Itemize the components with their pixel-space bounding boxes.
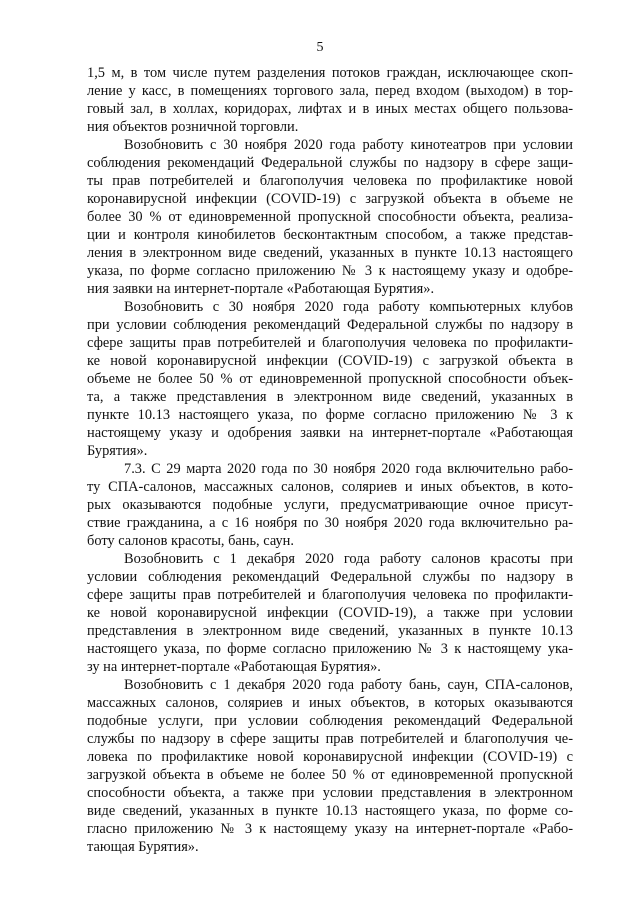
text-line: указа, по форме согласно приложению № 3 к настоящему указу и одобре-	[87, 263, 573, 279]
text-line: боту салонов красоты, бань, саун.	[87, 533, 294, 549]
text-line: настоящему указу и одобрения заявки на интернет-портале «Работающая	[87, 425, 573, 441]
paragraph	[87, 64, 573, 136]
text-line: 1,5 м, в том числе путем разделения потоков граждан, исключающее скоп-	[87, 65, 573, 81]
text-line: загрузкой объекта в объеме не более 50 % от единовременной пропускной	[87, 767, 573, 783]
paragraph	[87, 298, 573, 460]
paragraph	[87, 460, 573, 550]
text-line: Возобновить с 30 ноября 2020 года работу кинотеатров при условии	[124, 137, 573, 153]
text-line: службы по надзору в сфере защиты прав потребителей и благополучия че-	[87, 731, 573, 747]
paragraph	[87, 550, 573, 676]
page-number: 5	[316, 40, 324, 55]
text-line: ту СПА-салонов, массажных салонов, соляриев и иных объектов, в кото-	[87, 479, 573, 495]
text-line: Возобновить с 30 ноября 2020 года работу компьютерных клубов	[124, 299, 573, 315]
text-line: ке новой коронавирусной инфекции (COVID-19), а также при условии	[87, 605, 573, 621]
text-line: сфере защиты прав потребителей и благополучия человека по профилакти-	[87, 335, 573, 351]
text-line: соблюдения рекомендаций Федеральной службы по надзору в сфере защи-	[87, 155, 573, 171]
text-line: Возобновить с 1 декабря 2020 года работу салонов красоты при	[124, 551, 573, 567]
text-line: более 30 % от единовременной пропускной способности объекта, реализа-	[87, 209, 573, 225]
text-line: ния объектов розничной торговли.	[87, 119, 299, 135]
text-line: сфере защиты прав потребителей и благополучия человека по профилакти-	[87, 587, 573, 603]
text-line: Возобновить с 1 декабря 2020 года работу бань, саун, СПА-салонов,	[124, 677, 573, 693]
text-line: ление у касс, в помещениях торгового зала, перед входом (выходом) в тор-	[87, 83, 573, 99]
text-line: ции и контроля кинобилетов бесконтактным способом, а также представ-	[87, 227, 573, 243]
text-line: 7.3. С 29 марта 2020 года по 30 ноября 2020 года включительно рабо-	[124, 461, 573, 477]
text-line: представления в электронном виде сведений, указанных в пункте 10.13	[87, 623, 573, 639]
text-line: говый зал, в холлах, коридорах, лифтах и в иных местах общего пользова-	[87, 101, 573, 117]
text-line: Бурятия».	[87, 443, 148, 459]
text-line: ления в электронном виде сведений, указанных в пункте 10.13 настоящего	[87, 245, 573, 261]
text-line: условии соблюдения рекомендаций Федеральной службы по надзору в	[87, 569, 573, 585]
text-line: при условии соблюдения рекомендаций Федеральной службы по надзору в	[87, 317, 573, 333]
text-line: та, а также представления в электронном виде сведений, указанных в	[87, 389, 573, 405]
text-line: ния заявки на интернет-портале «Работающая Бурятия».	[87, 281, 435, 297]
text-line: зу на интернет-портале «Работающая Бурятия».	[87, 659, 381, 675]
text-line: массажных салонов, соляриев и иных объектов, в которых оказываются	[87, 695, 573, 711]
text-line: способности объекта, а также при условии представления в электронном	[87, 785, 573, 801]
text-line: рых оказываются подобные услуги, предусматривающие очное присут-	[87, 497, 573, 513]
text-line: объеме не более 50 % от единовременной пропускной способности объек-	[87, 371, 573, 387]
text-line: коронавирусной инфекции (COVID-19) с загрузкой объекта в объеме не	[87, 191, 573, 207]
text-line: виде сведений, указанных в пункте 10.13 настоящего указа, по форме со-	[87, 803, 573, 819]
text-line: ствие гражданина, а с 16 ноября по 30 ноября 2020 года включительно ра-	[87, 515, 573, 531]
paragraph	[87, 136, 573, 298]
text-line: подобные услуги, при условии соблюдения рекомендаций Федеральной	[87, 713, 573, 729]
text-line: ты прав потребителей и благополучия человека по профилактике новой	[87, 173, 573, 189]
paragraph	[87, 676, 573, 856]
text-line: пункте 10.13 настоящего указа, по форме согласно приложению № 3 к	[87, 407, 573, 423]
text-line: ке новой коронавирусной инфекции (COVID-19) с загрузкой объекта в	[87, 353, 573, 369]
text-line: ловека по профилактике новой коронавирусной инфекции (COVID-19) с	[87, 749, 573, 765]
text-line: гласно приложению № 3 к настоящему указу на интернет-портале «Рабо-	[87, 821, 573, 837]
text-line: настоящего указа, по форме согласно приложению № 3 к настоящему ука-	[87, 641, 573, 657]
text-line: тающая Бурятия».	[87, 839, 199, 855]
document-body	[87, 64, 573, 856]
